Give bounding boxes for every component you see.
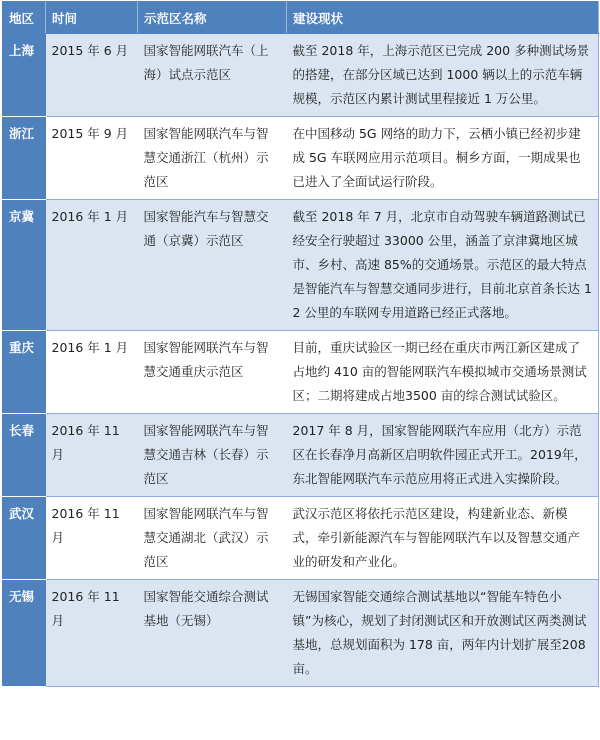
zone-name-cell: 国家智能网联汽车（上海）试点示范区 [138,34,287,117]
demo-zone-table [2,1,599,687]
region-cell: 京冀 [3,200,46,331]
status-cell: 截至 2018 年 7 月，北京市自动驾驶车辆道路测试已经安全行驶超过 33000 公里，涵盖了京津冀地区城市、乡村、高速 85%的交通场景。示范区的最大特点是智能汽车与智慧交通同步进行，目前北京首条长达 12 公里的车联网专用道路已经正式落地。 [287,200,599,331]
zone-name-cell: 国家智能网联汽车与智慧交通浙江（杭州）示范区 [138,117,287,200]
table-row [3,117,599,200]
time-cell: 2016 年 1 月 [46,200,138,331]
zone-name-cell: 国家智能汽车与智慧交通（京冀）示范区 [138,200,287,331]
header-status: 建设现状 [287,2,599,34]
header-row [3,2,599,34]
header-zone-name: 示范区名称 [138,2,287,34]
time-cell: 2016 年 1 月 [46,331,138,414]
table-row [3,331,599,414]
status-cell: 武汉示范区将依托示范区建设，构建新业态、新模式，牵引新能源汽车与智能网联汽车以及智慧交通产业的研发和产业化。 [287,497,599,580]
status-cell: 在中国移动 5G 网络的助力下，云栖小镇已经初步建成 5G 车联网应用示范项目。桐乡方面，一期成果也已进入了全面试运行阶段。 [287,117,599,200]
region-cell: 浙江 [3,117,46,200]
header-time: 时间 [46,2,138,34]
table-row [3,497,599,580]
time-cell: 2015 年 6 月 [46,34,138,117]
header-region: 地区 [3,2,46,34]
region-cell: 重庆 [3,331,46,414]
table-row [3,34,599,117]
status-cell: 截至 2018 年，上海示范区已完成 200 多种测试场景的搭建，在部分区域已达到 1000 辆以上的示范车辆规模，示范区内累计测试里程接近 1 万公里。 [287,34,599,117]
table-row [3,414,599,497]
zone-name-cell: 国家智能交通综合测试基地（无锡） [138,580,287,687]
region-cell: 武汉 [3,497,46,580]
table-row [3,580,599,687]
time-cell: 2016 年 11 月 [46,580,138,687]
region-cell: 上海 [3,34,46,117]
zone-name-cell: 国家智能网联汽车与智慧交通重庆示范区 [138,331,287,414]
time-cell: 2015 年 9 月 [46,117,138,200]
zone-name-cell: 国家智能网联汽车与智慧交通湖北（武汉）示范区 [138,497,287,580]
status-cell: 无锡国家智能交通综合测试基地以“智能车特色小镇”为核心，规划了封闭测试区和开放测试区两类测试基地，总规划面积为 178 亩，两年内计划扩展至208 亩。 [287,580,599,687]
zone-name-cell: 国家智能网联汽车与智慧交通吉林（长春）示范区 [138,414,287,497]
time-cell: 2016 年 11 月 [46,414,138,497]
time-cell: 2016 年 11 月 [46,497,138,580]
status-cell: 2017 年 8 月，国家智能网联汽车应用（北方）示范区在长春净月高新区启明软件园正式开工。2019年，东北智能网联汽车示范应用将正式进入实操阶段。 [287,414,599,497]
status-cell: 目前，重庆试验区一期已经在重庆市两江新区建成了占地约 410 亩的智能网联汽车模拟城市交通场景测试区；二期将建成占地3500 亩的综合测试试验区。 [287,331,599,414]
table-row [3,200,599,331]
region-cell: 长春 [3,414,46,497]
region-cell: 无锡 [3,580,46,687]
